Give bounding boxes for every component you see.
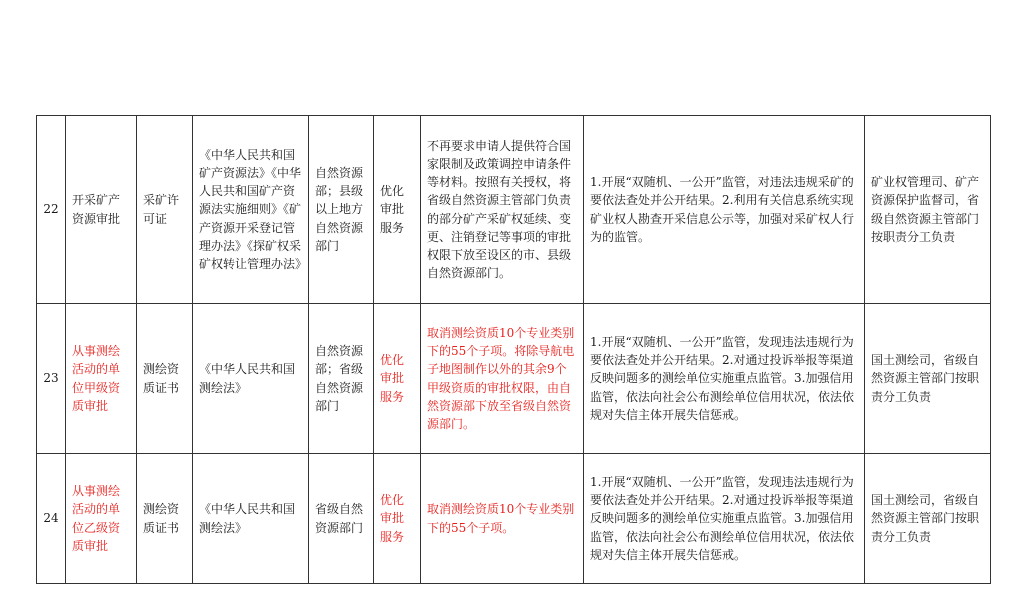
item-name-cell [66, 304, 137, 454]
supervision-measures-cell [584, 454, 865, 584]
reform-method: 优化审批服务 [380, 493, 405, 544]
supervision-measures: 1.开展“双随机、一公开”监管，对违法违规采矿的要依法查处并公开结果。2.利用有关信息系统实现矿业权人勘查开采信息公示等，加强对采矿权人行为的监管。 [590, 175, 855, 244]
supervision-measures: 1.开展“双随机、一公开”监管，发现违法违规行为要依法查处并公开结果。2.对通过投诉举报等渠道反映问题多的测绘单位实施重点监管。3.加强信用监管，依法向社会公布测绘单位信用状况，依法依规对失信主体开展失信惩戒。 [590, 474, 855, 562]
license-name: 测绘资质证书 [143, 502, 180, 535]
responsible-dept: 矿业权管理司、矿产资源保护监督司，省级自然资源主管部门按职责分工负责 [871, 175, 980, 244]
item-name: 从事测绘活动的单位乙级资质审批 [72, 484, 121, 553]
item-number: 23 [43, 371, 59, 386]
supervision-measures-cell [584, 304, 865, 454]
item-number-cell [37, 116, 66, 304]
table-body [37, 116, 991, 584]
reform-measures: 取消测绘资质10个专业类别下的55个子项。将除导航电子地图制作以外的其余9个甲级资质的审批权限，由自然资源部下放至省级自然资源部门。 [427, 325, 575, 431]
reform-method-cell [374, 116, 421, 304]
license-name-cell [137, 304, 193, 454]
item-number: 22 [43, 202, 59, 217]
legal-basis: 《中华人民共和国测绘法》 [199, 362, 296, 395]
reform-items-table [36, 115, 991, 584]
reform-measures-cell [421, 454, 584, 584]
reform-method: 优化审批服务 [380, 353, 405, 404]
license-name: 采矿许可证 [143, 193, 180, 226]
item-name-cell [66, 454, 137, 584]
approval-authority-cell [309, 304, 374, 454]
reform-method-cell [374, 304, 421, 454]
table-row [37, 304, 991, 454]
approval-authority: 自然资源部；县级以上地方自然资源部门 [315, 165, 364, 253]
supervision-measures-cell [584, 116, 865, 304]
supervision-measures: 1.开展“双随机、一公开”监管，发现违法违规行为要依法查处并公开结果。2.对通过投诉举报等渠道反映问题多的测绘单位实施重点监管。3.加强信用监管，依法向社会公布测绘单位信用状况，依法依规对失信主体开展失信惩戒。 [590, 334, 855, 422]
responsible-dept-cell [865, 116, 991, 304]
reform-measures: 不再要求申请人提供符合国家限制及政策调控申请条件等材料。按照有关授权，将省级自然资源主管部门负责的部分矿产采矿权延续、变更、注销登记等事项的审批权限下放至设区的市、县级自然资源部门。 [427, 138, 572, 281]
responsible-dept-cell [865, 304, 991, 454]
item-number-cell [37, 454, 66, 584]
item-number-cell [37, 304, 66, 454]
reform-measures: 取消测绘资质10个专业类别下的55个子项。 [427, 502, 575, 535]
item-number: 24 [43, 511, 59, 526]
responsible-dept: 国土测绘司，省级自然资源主管部门按职责分工负责 [871, 493, 980, 544]
table-row [37, 454, 991, 584]
reform-method-cell [374, 454, 421, 584]
item-name-cell [66, 116, 137, 304]
legal-basis-cell [193, 454, 309, 584]
responsible-dept-cell [865, 454, 991, 584]
approval-authority-cell [309, 454, 374, 584]
item-name: 从事测绘活动的单位甲级资质审批 [72, 344, 121, 413]
reform-method: 优化审批服务 [380, 184, 405, 235]
license-name-cell [137, 116, 193, 304]
table-row [37, 116, 991, 304]
reform-measures-cell [421, 304, 584, 454]
approval-authority: 省级自然资源部门 [315, 502, 364, 535]
legal-basis: 《中华人民共和国矿产资源法》《中华人民共和国矿产资源法实施细则》《矿产资源开采登记管理办法》《探矿权采矿权转让管理办法》 [199, 147, 308, 271]
approval-authority: 自然资源部；省级自然资源部门 [315, 344, 364, 413]
legal-basis-cell [193, 304, 309, 454]
legal-basis: 《中华人民共和国测绘法》 [199, 502, 296, 535]
approval-authority-cell [309, 116, 374, 304]
legal-basis-cell [193, 116, 309, 304]
item-name: 开采矿产资源审批 [72, 193, 121, 226]
reform-measures-cell [421, 116, 584, 304]
license-name-cell [137, 454, 193, 584]
responsible-dept: 国土测绘司，省级自然资源主管部门按职责分工负责 [871, 353, 980, 404]
license-name: 测绘资质证书 [143, 362, 180, 395]
